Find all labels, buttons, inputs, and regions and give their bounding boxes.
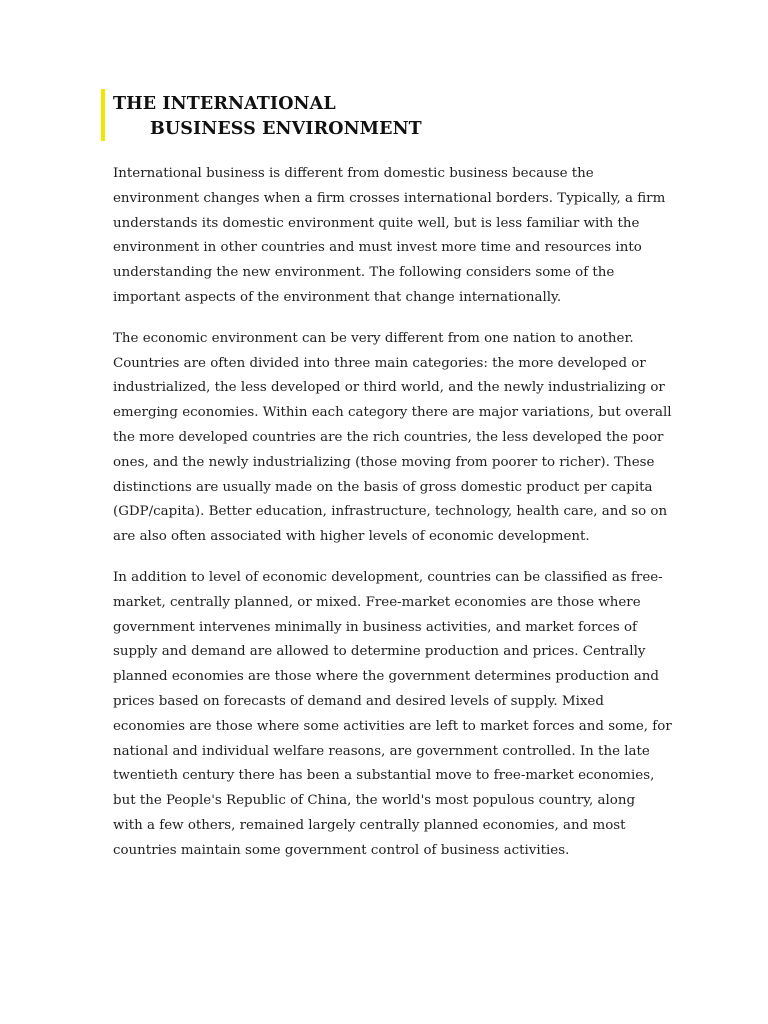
paragraph-3 [113,566,672,864]
paragraph-1 [113,162,666,311]
text-line: with a few others, remained largely centrally planned economies, and most [113,817,626,833]
text-line: twentieth century there has been a substantial move to free-market economies, [113,768,655,784]
text-line: understands its domestic environment quite well, but is less familiar with the [113,215,640,231]
text-line: planned economies are those where the government determines production and [113,669,659,685]
text-line: national and individual welfare reasons, are government controlled. In the late [113,743,650,759]
title-line-2: BUSINESS ENVIRONMENT [150,119,422,139]
text-line: important aspects of the environment that change internationally. [113,289,562,305]
text-line: but the People's Republic of China, the world's most populous country, along [113,793,636,809]
text-line: supply and demand are allowed to determine production and prices. Centrally [113,644,646,660]
title-line-1: THE INTERNATIONAL [113,94,336,114]
paragraph-2 [113,327,672,550]
text-line: In addition to level of economic development, countries can be classified as free- [113,569,663,585]
text-line: emerging economies. Within each category there are major variations, but overall [113,405,672,421]
body-text [113,162,672,880]
text-line: prices based on forecasts of demand and desired levels of supply. Mixed [113,693,604,709]
text-line: International business is different from domestic business because the [113,166,594,181]
text-line: (GDP/capita). Better education, infrastructure, technology, health care, and so on [113,504,668,520]
text-line: market, centrally planned, or mixed. Free-market economies are those where [113,594,641,610]
text-line: Countries are often divided into three main categories: the more developed or [113,355,646,371]
text-line: industrialized, the less developed or third world, and the newly industrializing or [113,380,665,396]
text-line: environment in other countries and must invest more time and resources into [113,240,642,256]
text-line: the more developed countries are the rich countries, the less developed the poor [113,429,664,445]
text-line: economies are those where some activities are left to market forces and some, for [113,718,672,734]
text-line: distinctions are usually made on the basis of gross domestic product per capita [113,479,653,495]
text-line: ones, and the newly industrializing (those moving from poorer to richer). These [113,454,655,470]
text-line: are also often associated with higher levels of economic development. [113,529,590,545]
text-line: environment changes when a firm crosses international borders. Typically, a firm [113,190,666,206]
text-line: The economic environment can be very different from one nation to another. [113,330,634,346]
page-title [113,92,422,142]
text-line: countries maintain some government control of business activities. [113,842,570,858]
text-line: government intervenes minimally in business activities, and market forces of [113,619,637,635]
title-accent-bar [101,89,105,141]
text-line: understanding the new environment. The following considers some of the [113,265,615,281]
